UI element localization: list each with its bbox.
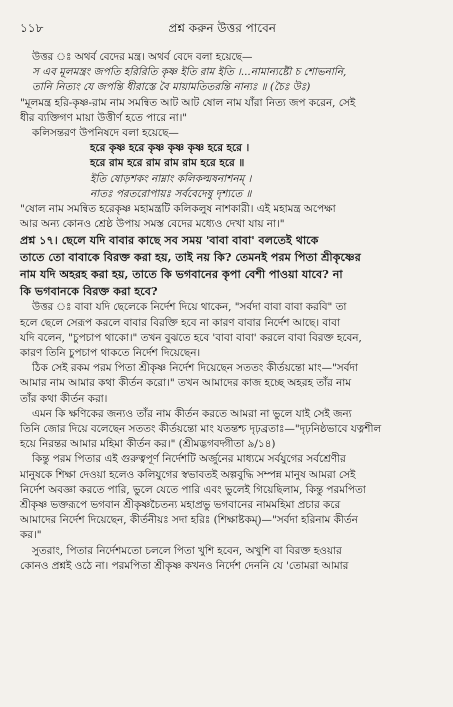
text-line: শ্রীকৃষ্ণ ভক্তরূপে ভগবান শ্রীকৃষ্ণচৈতন্য মহাপ্রভু ভগবানের নামমহিমা প্রচার করে bbox=[20, 499, 341, 512]
text-line: যদি বলেন, "চুপচাপ থাকো।" তখন বুঝতে হবে 'বাবা বাবা' করলে বাবা বিরক্ত হবেন, bbox=[20, 331, 362, 344]
text-line: তানি নিত্যং যে জপন্তি ধীরাস্তে বৈ মায়ামতিতরন্তি নান্যঃ ॥ (চৈঃ উঃ) bbox=[32, 81, 311, 94]
text-line: উত্তর ঃ বাবা যদি ছেলেকে নির্দেশ দিয়ে থাকেন, "সর্বদা বাবা বাবা করবি" তা bbox=[32, 301, 347, 314]
page-header bbox=[20, 20, 431, 40]
text-line: নাম যদি অহরহ করা হয়, তাতে কি ভগবানের কৃপা বেশী পাওয়া যাবে? না bbox=[20, 267, 343, 282]
text-line: "ষোল নাম সমন্বিত হরেকৃষ্ণ মহামন্ত্রটি কলিকলুষ নাশকারী। এই মহামন্ত্র অপেক্ষা bbox=[20, 203, 336, 216]
text-line: হলে ছেলে সেরূপ করলে বাবার বিরক্তি হবে না কারণ বাবার নির্দেশ আছে। বাবা bbox=[20, 316, 340, 329]
text-line: নির্দেশ অবজ্ঞা করতে পারি, ভুলে যেতে পারি এবং ভুলেই গিয়েছিলাম, কিন্তু পরমপিতা bbox=[20, 483, 366, 496]
page-body bbox=[20, 50, 431, 574]
text-line: তিনি জোর দিয়ে বলেছেন সততং কীর্তয়ন্তো মাং যতন্তশ্চ দৃঢ়ব্রতাঃ—"দৃঢ়নিষ্ঠভাবে যত্নশীল bbox=[20, 423, 382, 436]
text-line: "মূলমন্ত্র হরি-কৃষ্ণ-রাম নাম সমন্বিত আট আট ষোল নাম যাঁরা নিত্য জপ করেন, সেই bbox=[20, 96, 356, 109]
text-line: নাতঃ পরতরোপায়ঃ সর্ববেদেষু দৃশ্যতে ॥ bbox=[90, 187, 252, 200]
text-line: কি ভগবানকে বিরক্ত করা হবে? bbox=[20, 284, 158, 299]
text-line: ধীর ব্যক্তিগণ মায়া উত্তীর্ণ হতে পারে না।" bbox=[20, 111, 188, 124]
text-line: প্রশ্ন ১৭। ছেলে যদি বাবার কাছে সব সময় 'বাবা বাবা' বলতেই থাকে bbox=[20, 233, 319, 248]
text-line: মানুষকে শিক্ষা দেওয়া হলেও কলিযুগের স্বভাবতই অল্পবুদ্ধি সম্পন্ন মানুষ আমরা সেই bbox=[20, 468, 356, 481]
text-line: এমন কি ক্ষণিকের জন্যও তাঁর নাম কীর্তন করতে আমরা না ভুলে যাই সেই জন্য bbox=[32, 407, 352, 420]
text-line: কর।" bbox=[20, 529, 42, 542]
text-line: কলিসন্তরণ উপনিষদে বলা হয়েছে— bbox=[32, 127, 179, 140]
text-line: তাঁর কথা কীর্তন করা। bbox=[20, 392, 108, 405]
running-title: প্রশ্ন করুন উত্তর পাবেন bbox=[168, 21, 276, 35]
text-line: আমার নাম আমার কথা কীর্তন করো।" তখন আমাদের কাজ হচ্ছে অহরহ তাঁর নাম bbox=[20, 377, 352, 390]
text-line: কারণ তিনি চুপচাপ থাকতে নির্দেশ দিয়েছেন। bbox=[20, 347, 201, 360]
text-line: হয়ে নিরন্তর আমার মহিমা কীর্তন কর।" (শ্রীমদ্ভগবদ্গীতা ৯/১৪) bbox=[20, 438, 276, 451]
text-line: সুতরাং, পিতার নির্দেশমতো চললে পিতা খুশি হবেন, অখুশি বা বিরক্ত হওয়ার bbox=[32, 544, 342, 557]
text-line: কোনও প্রশ্নই ওঠে না। পরমপিতা শ্রীকৃষ্ণ কখনও নির্দেশ দেননি যে 'তোমরা আমার bbox=[20, 559, 349, 572]
text-line: আর অন্য কোনও শ্রেষ্ঠ উপায় সমস্ত বেদের মধ্যেও দেখা যায় না।" bbox=[20, 218, 285, 231]
text-line: ইতি ষোড়শকং নাম্নাং কলিকল্মষনাশনম্ । bbox=[90, 172, 252, 185]
text-line: হরে রাম হরে রাম রাম রাম হরে হরে ॥ bbox=[90, 157, 245, 170]
text-line: স এব মূলমন্ত্রং জপতি হরিরিতি কৃষ্ণ ইতি রাম ইতি ।...নামান্যষ্টৌ চ শোভনানি, bbox=[32, 66, 347, 79]
page-number: ১১৮ bbox=[20, 21, 44, 35]
text-line: কিন্তু পরম পিতার এই গুরুত্বপূর্ণ নির্দেশটি অর্জুনের মাধ্যমে সর্বযুগের সর্বশ্রেণীর bbox=[32, 453, 346, 466]
text-line: হরে কৃষ্ণ হরে কৃষ্ণ কৃষ্ণ কৃষ্ণ হরে হরে । bbox=[90, 142, 250, 155]
text-line: উত্তর ঃ অথর্ব বেদের মন্ত্র। অথর্ব বেদে বলা হয়েছে— bbox=[32, 51, 253, 63]
text-line: আমাদের নির্দেশ দিয়েছেন, কীর্তনীয়ঃ সদা হরিঃ (শিক্ষাষ্টকম্)—"সর্বদা হরিনাম কীর্তন bbox=[20, 514, 358, 527]
text-line: তাতে তো বাবাকে বিরক্ত করা হয়, তাই নয় কি? তেমনই পরম পিতা শ্রীকৃষ্ণের bbox=[20, 250, 361, 265]
text-line: ঠিক সেই রকম পরম পিতা শ্রীকৃষ্ণ নির্দেশ দিয়েছেন সততং কীর্তয়ন্তো মাং—"সর্বদা bbox=[32, 362, 358, 375]
